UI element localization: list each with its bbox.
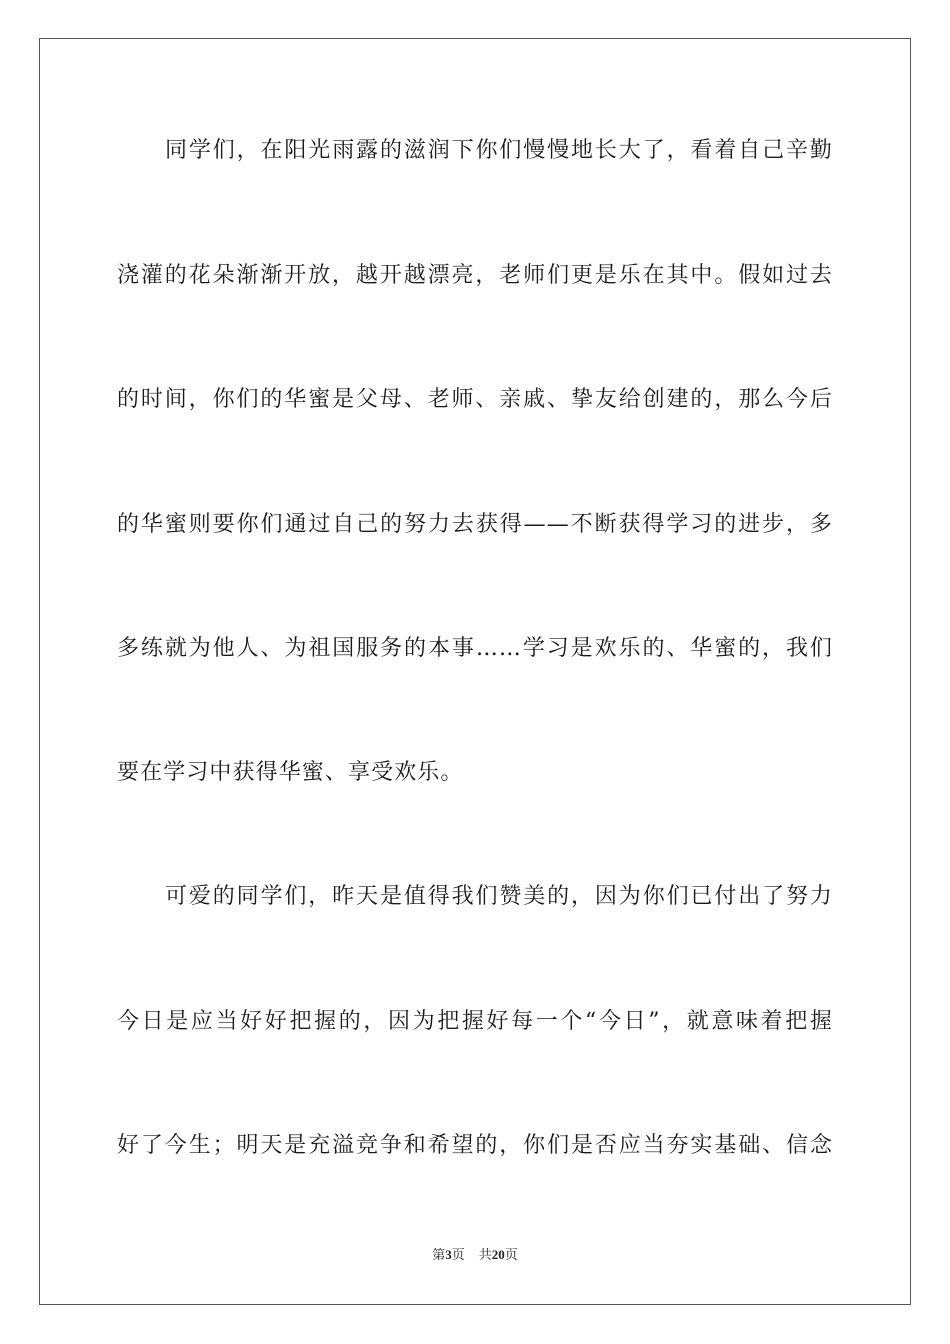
page-footer [0,1246,950,1265]
paragraph-1-line-3: 的时间，你们的华蜜是父母、老师、亲戚、挚友给创建的，那么今后 [117,387,833,412]
paragraph-1-line-1: 同学们，在阳光雨露的滋润下你们慢慢地长大了，看着自己辛勤 [165,138,833,163]
paragraph-2-line-2: 今日是应当好好把握的，因为把握好每一个“今日”，就意味着把握 [117,1009,833,1034]
paragraph-2-line-1: 可爱的同学们，昨天是值得我们赞美的，因为你们已付出了努力 [165,884,833,909]
paragraph-1-line-4: 的华蜜则要你们通过自己的努力去获得——不断获得学习的进步，多 [117,512,833,537]
page-number: 3 [445,1247,452,1262]
paragraph-1-line-6: 要在学习中获得华蜜、享受欢乐。 [117,760,464,785]
page-prefix: 第 [432,1248,446,1263]
paragraph-1-line-5: 多练就为他人、为祖国服务的本事……学习是欢乐的、华蜜的，我们 [117,636,833,661]
paragraph-2-line-3: 好了今生；明天是充溢竞争和希望的，你们是否应当夯实基础、信念 [117,1133,833,1158]
total-suffix: 页 [504,1248,518,1263]
total-pages: 20 [491,1247,505,1262]
page-border [39,38,911,1305]
paragraph-1-line-2: 浇灌的花朵渐渐开放，越开越漂亮，老师们更是乐在其中。假如过去 [117,263,833,288]
total-prefix: 共 [478,1248,492,1263]
page-suffix: 页 [451,1248,465,1263]
